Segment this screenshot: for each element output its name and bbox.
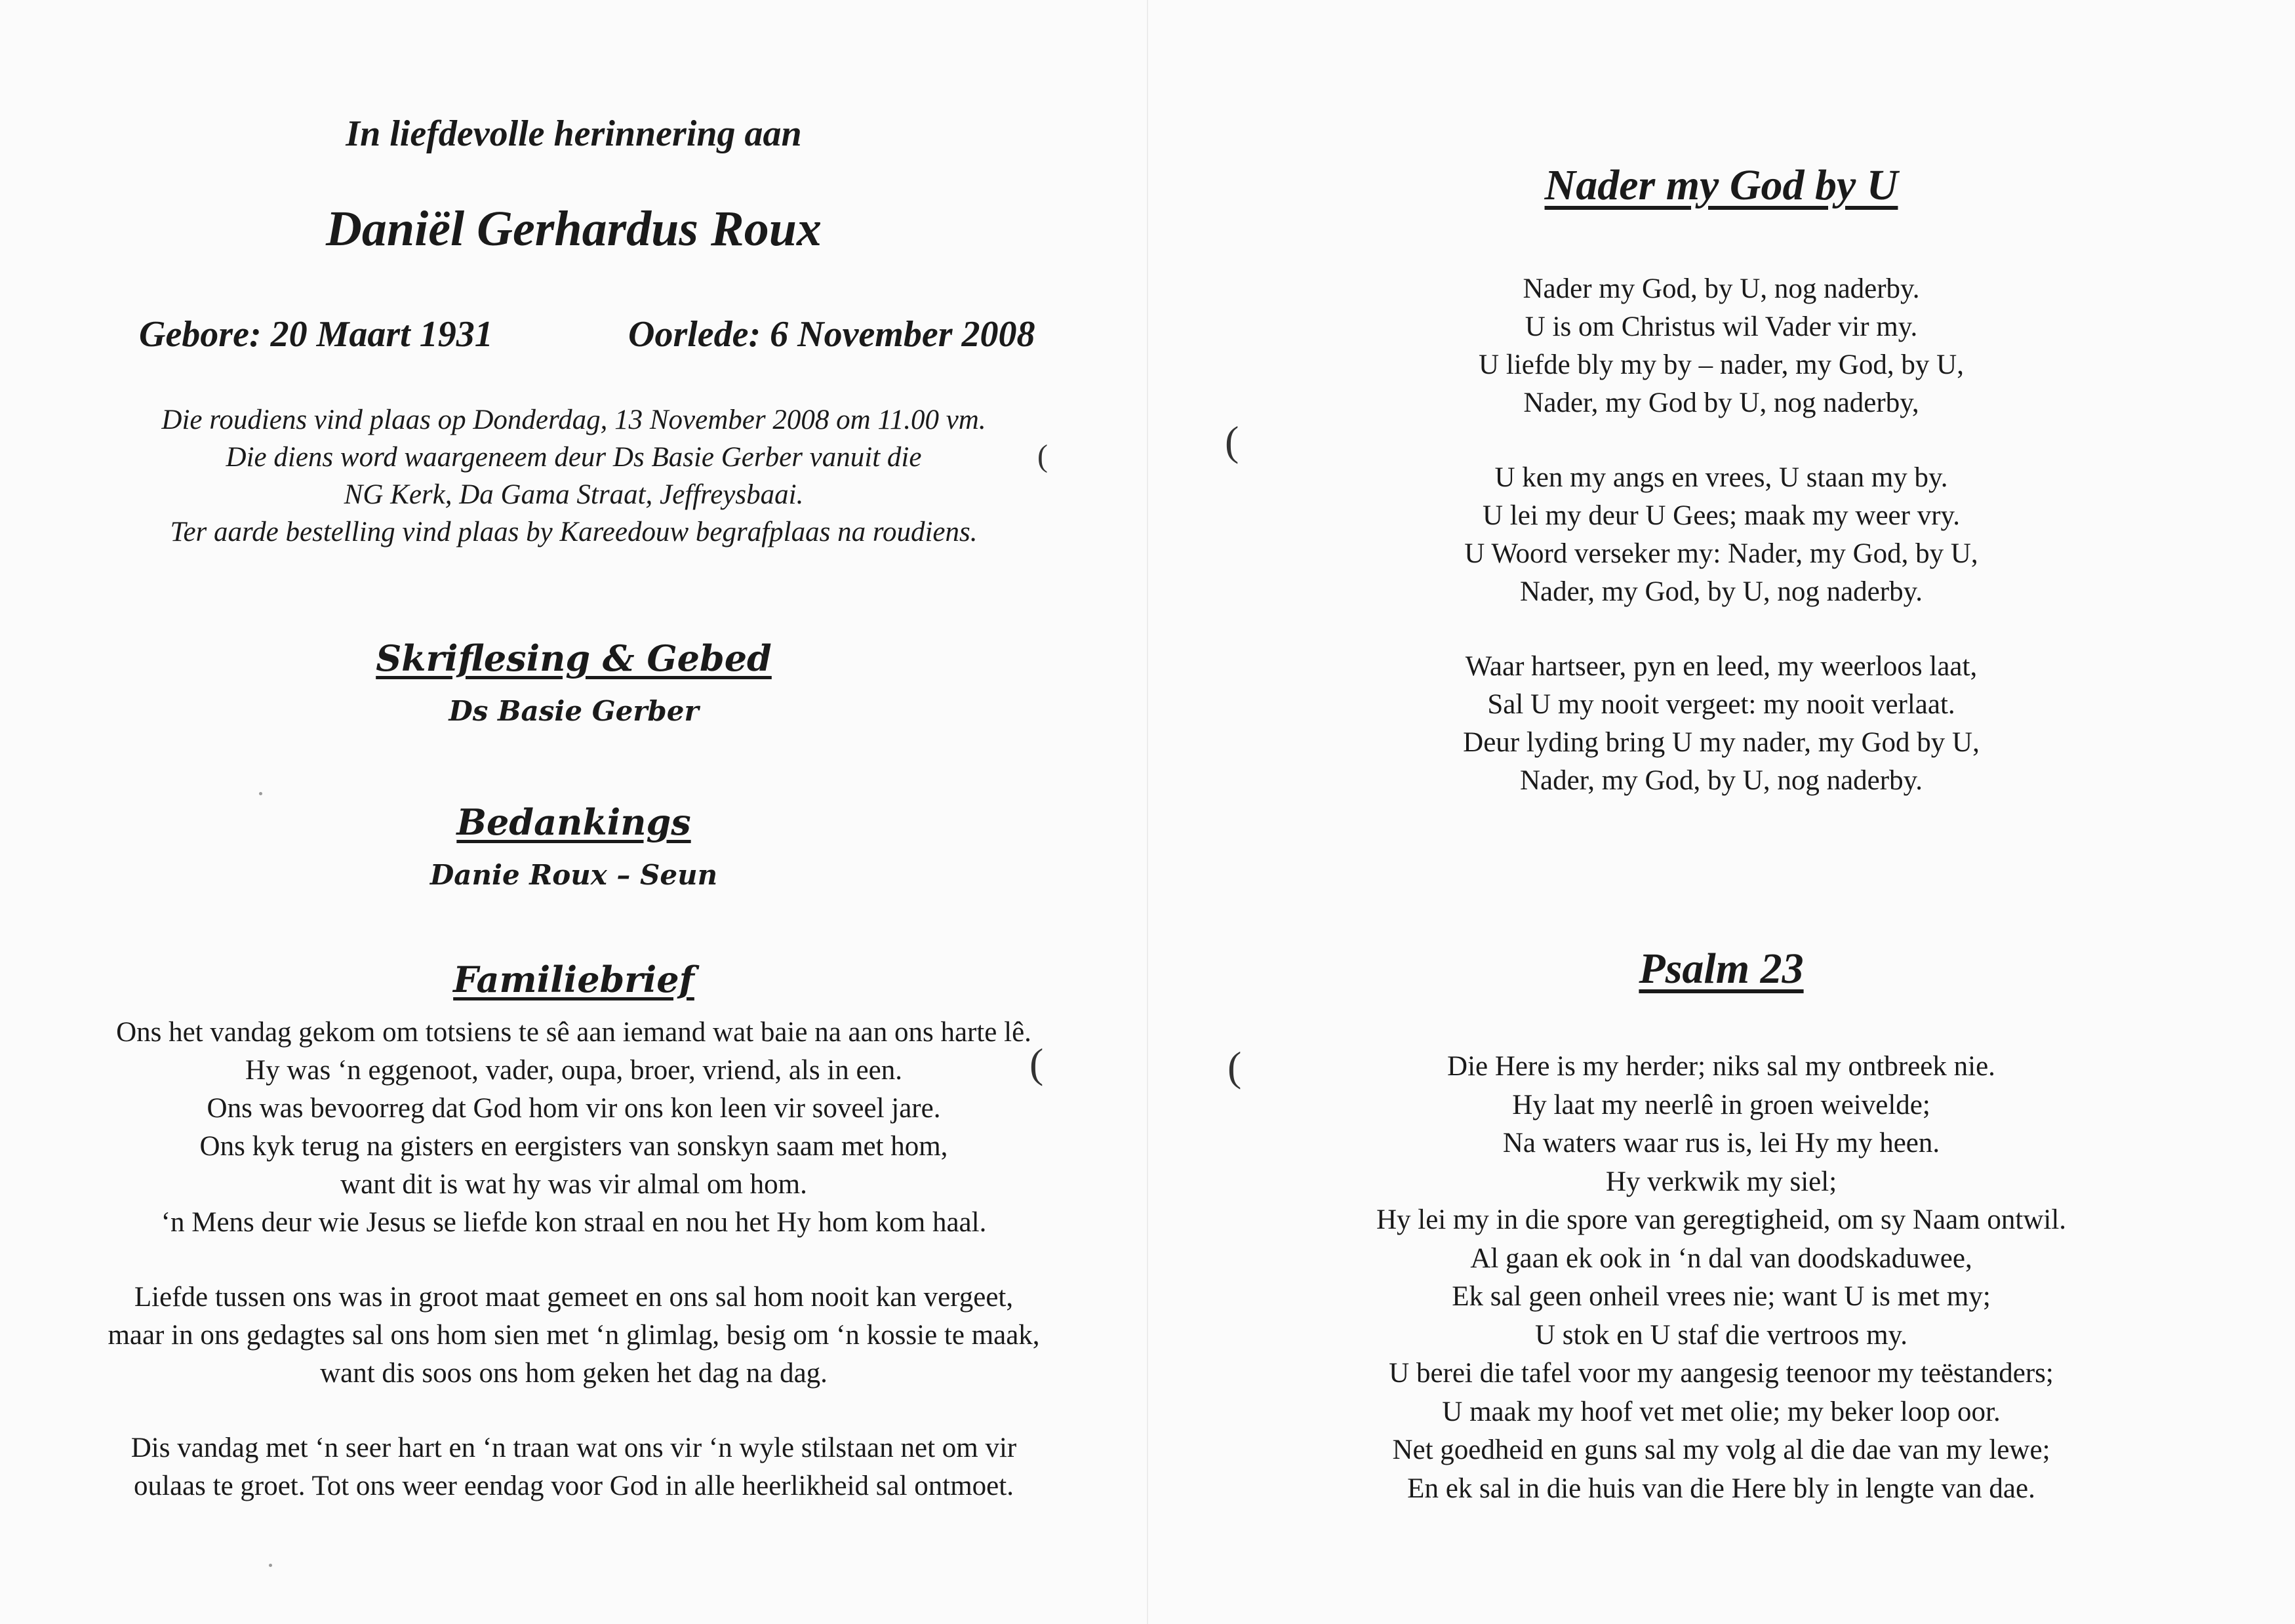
hymn-line: U Woord verseker my: Nader, my God, by U,	[1464, 538, 1978, 569]
memorial-intro: In liefdevolle herinnering aan	[346, 113, 802, 154]
letter-line: want dit is wat hy was vir almal om hom.	[340, 1169, 807, 1200]
hymn-line: Nader, my God, by U, nog naderby.	[1519, 576, 1923, 607]
letter-line: Ons het vandag gekom om totsiens te sê aan iemand wat baie na aan ons harte lê.	[116, 1017, 1031, 1048]
psalm-line: U stok en U staf die vertroos my.	[1534, 1319, 1908, 1351]
letter-line: Dis vandag met ‘n seer hart en ‘n traan wat ons vir ‘n wyle stilstaan net om vir	[130, 1433, 1017, 1463]
right-page	[1148, 0, 2295, 1624]
letter-line: want dis soos ons hom geken het dag na dag.	[320, 1358, 828, 1389]
hymn-line: U is om Christus wil Vader vir my.	[1525, 311, 1918, 342]
psalm-line: U berei die tafel voor my aangesig teenoor my teëstanders;	[1389, 1358, 2054, 1389]
section-sub-scripture: Ds Basie Gerber	[449, 695, 699, 727]
service-details	[0, 401, 1148, 551]
letter-line: Hy was ‘n eggenoot, vader, oupa, broer, vriend, als in een.	[245, 1055, 902, 1086]
service-line: NG Kerk, Da Gama Straat, Jeffreysbaai.	[344, 479, 804, 510]
hymn-line: Sal U my nooit vergeet: my nooit verlaat.	[1487, 689, 1955, 720]
psalm-title: Psalm 23	[1639, 945, 1804, 993]
speck	[269, 1564, 272, 1567]
punch-mark: (	[1227, 1043, 1242, 1090]
psalm-line: Na waters waar rus is, lei Hy my heen.	[1502, 1128, 1940, 1159]
letter-paragraph	[0, 1014, 1148, 1242]
letter-line: oulaas te groet. Tot ons weer eendag voor God in alle heerlikheid sal ontmoet.	[134, 1471, 1014, 1501]
family-letter	[0, 1014, 1148, 1542]
speck	[259, 792, 262, 795]
psalm-line: Al gaan ek ook in ‘n dal van doodskaduwee,	[1470, 1242, 1972, 1274]
punch-mark: (	[1225, 418, 1239, 464]
letter-line: ‘n Mens deur wie Jesus se liefde kon straal en nou het Hy hom kom haal.	[161, 1207, 987, 1238]
psalm-line: Net goedheid en guns sal my volg al die dae van my lewe;	[1392, 1435, 2050, 1465]
birth-date: Gebore: 20 Maart 1931	[139, 314, 493, 355]
hymn-line: Nader, my God, by U, nog naderby.	[1519, 765, 1923, 796]
hymn-line: Nader, my God by U, nog naderby,	[1523, 387, 1919, 418]
hymn-text	[1148, 270, 2295, 837]
psalm-line: En ek sal in die huis van die Here bly in lengte van dae.	[1407, 1473, 2035, 1504]
section-heading-family-letter: Familiebrief	[453, 959, 694, 1000]
punch-mark: (	[1037, 439, 1048, 473]
hymn-verse	[1148, 270, 2295, 422]
letter-paragraph	[0, 1278, 1148, 1393]
hymn-verse	[1148, 459, 2295, 611]
letter-line: Ons was bevoorreg dat God hom vir ons kon leen vir soveel jare.	[207, 1093, 941, 1124]
letter-line: Liefde tussen ons was in groot maat gemeet en ons sal hom nooit kan vergeet,	[134, 1282, 1014, 1313]
psalm-line: Hy laat my neerlê in groen weivelde;	[1512, 1089, 1930, 1120]
hymn-line: Deur lyding bring U my nader, my God by U,	[1463, 727, 1980, 758]
hymn-line: U lei my deur U Gees; maak my weer vry.	[1483, 500, 1960, 531]
hymn-line: U liefde bly my by – nader, my God, by U,	[1479, 349, 1964, 380]
psalm-line: Die Here is my herder; niks sal my ontbreek nie.	[1447, 1051, 1995, 1082]
letter-line: maar in ons gedagtes sal ons hom sien met ‘n glimlag, besig om ‘n kossie te maak,	[108, 1320, 1040, 1351]
service-line: Die diens word waargeneem deur Ds Basie Gerber vanuit die	[226, 442, 922, 473]
psalm-line: U maak my hoof vet met olie; my beker loop oor.	[1442, 1396, 2001, 1427]
hymn-line: U ken my angs en vrees, U staan my by.	[1494, 462, 1948, 493]
service-line: Ter aarde bestelling vind plaas by Kareedouw begrafplaas na roudiens.	[170, 517, 978, 547]
psalm-text	[1148, 1048, 2295, 1508]
hymn-line: Nader my God, by U, nog naderby.	[1523, 273, 1920, 304]
hymn-verse	[1148, 648, 2295, 800]
section-sub-thanks: Danie Roux – Seun	[429, 859, 718, 891]
psalm-line: Hy verkwik my siel;	[1605, 1166, 1837, 1197]
deceased-name: Daniël Gerhardus Roux	[326, 201, 822, 256]
section-heading-thanks: Bedankings	[456, 801, 691, 843]
letter-line: Ons kyk terug na gisters en eergisters van sonskyn saam met hom,	[199, 1131, 948, 1162]
psalm-line: Ek sal geen onheil vrees nie; want U is met my;	[1452, 1281, 1991, 1312]
hymn-line: Waar hartseer, pyn en leed, my weerloos laat,	[1465, 651, 1978, 682]
punch-mark: (	[1029, 1040, 1044, 1086]
psalm-line: Hy lei my in die spore van geregtigheid, om sy Naam ontwil.	[1376, 1204, 2067, 1235]
hymn-title: Nader my God by U	[1544, 161, 1898, 209]
death-date: Oorlede: 6 November 2008	[628, 314, 1035, 355]
section-heading-scripture: Skriflesing & Gebed	[376, 637, 772, 679]
service-line: Die roudiens vind plaas op Donderdag, 13 November 2008 om 11.00 vm.	[161, 405, 986, 435]
letter-paragraph	[0, 1429, 1148, 1505]
